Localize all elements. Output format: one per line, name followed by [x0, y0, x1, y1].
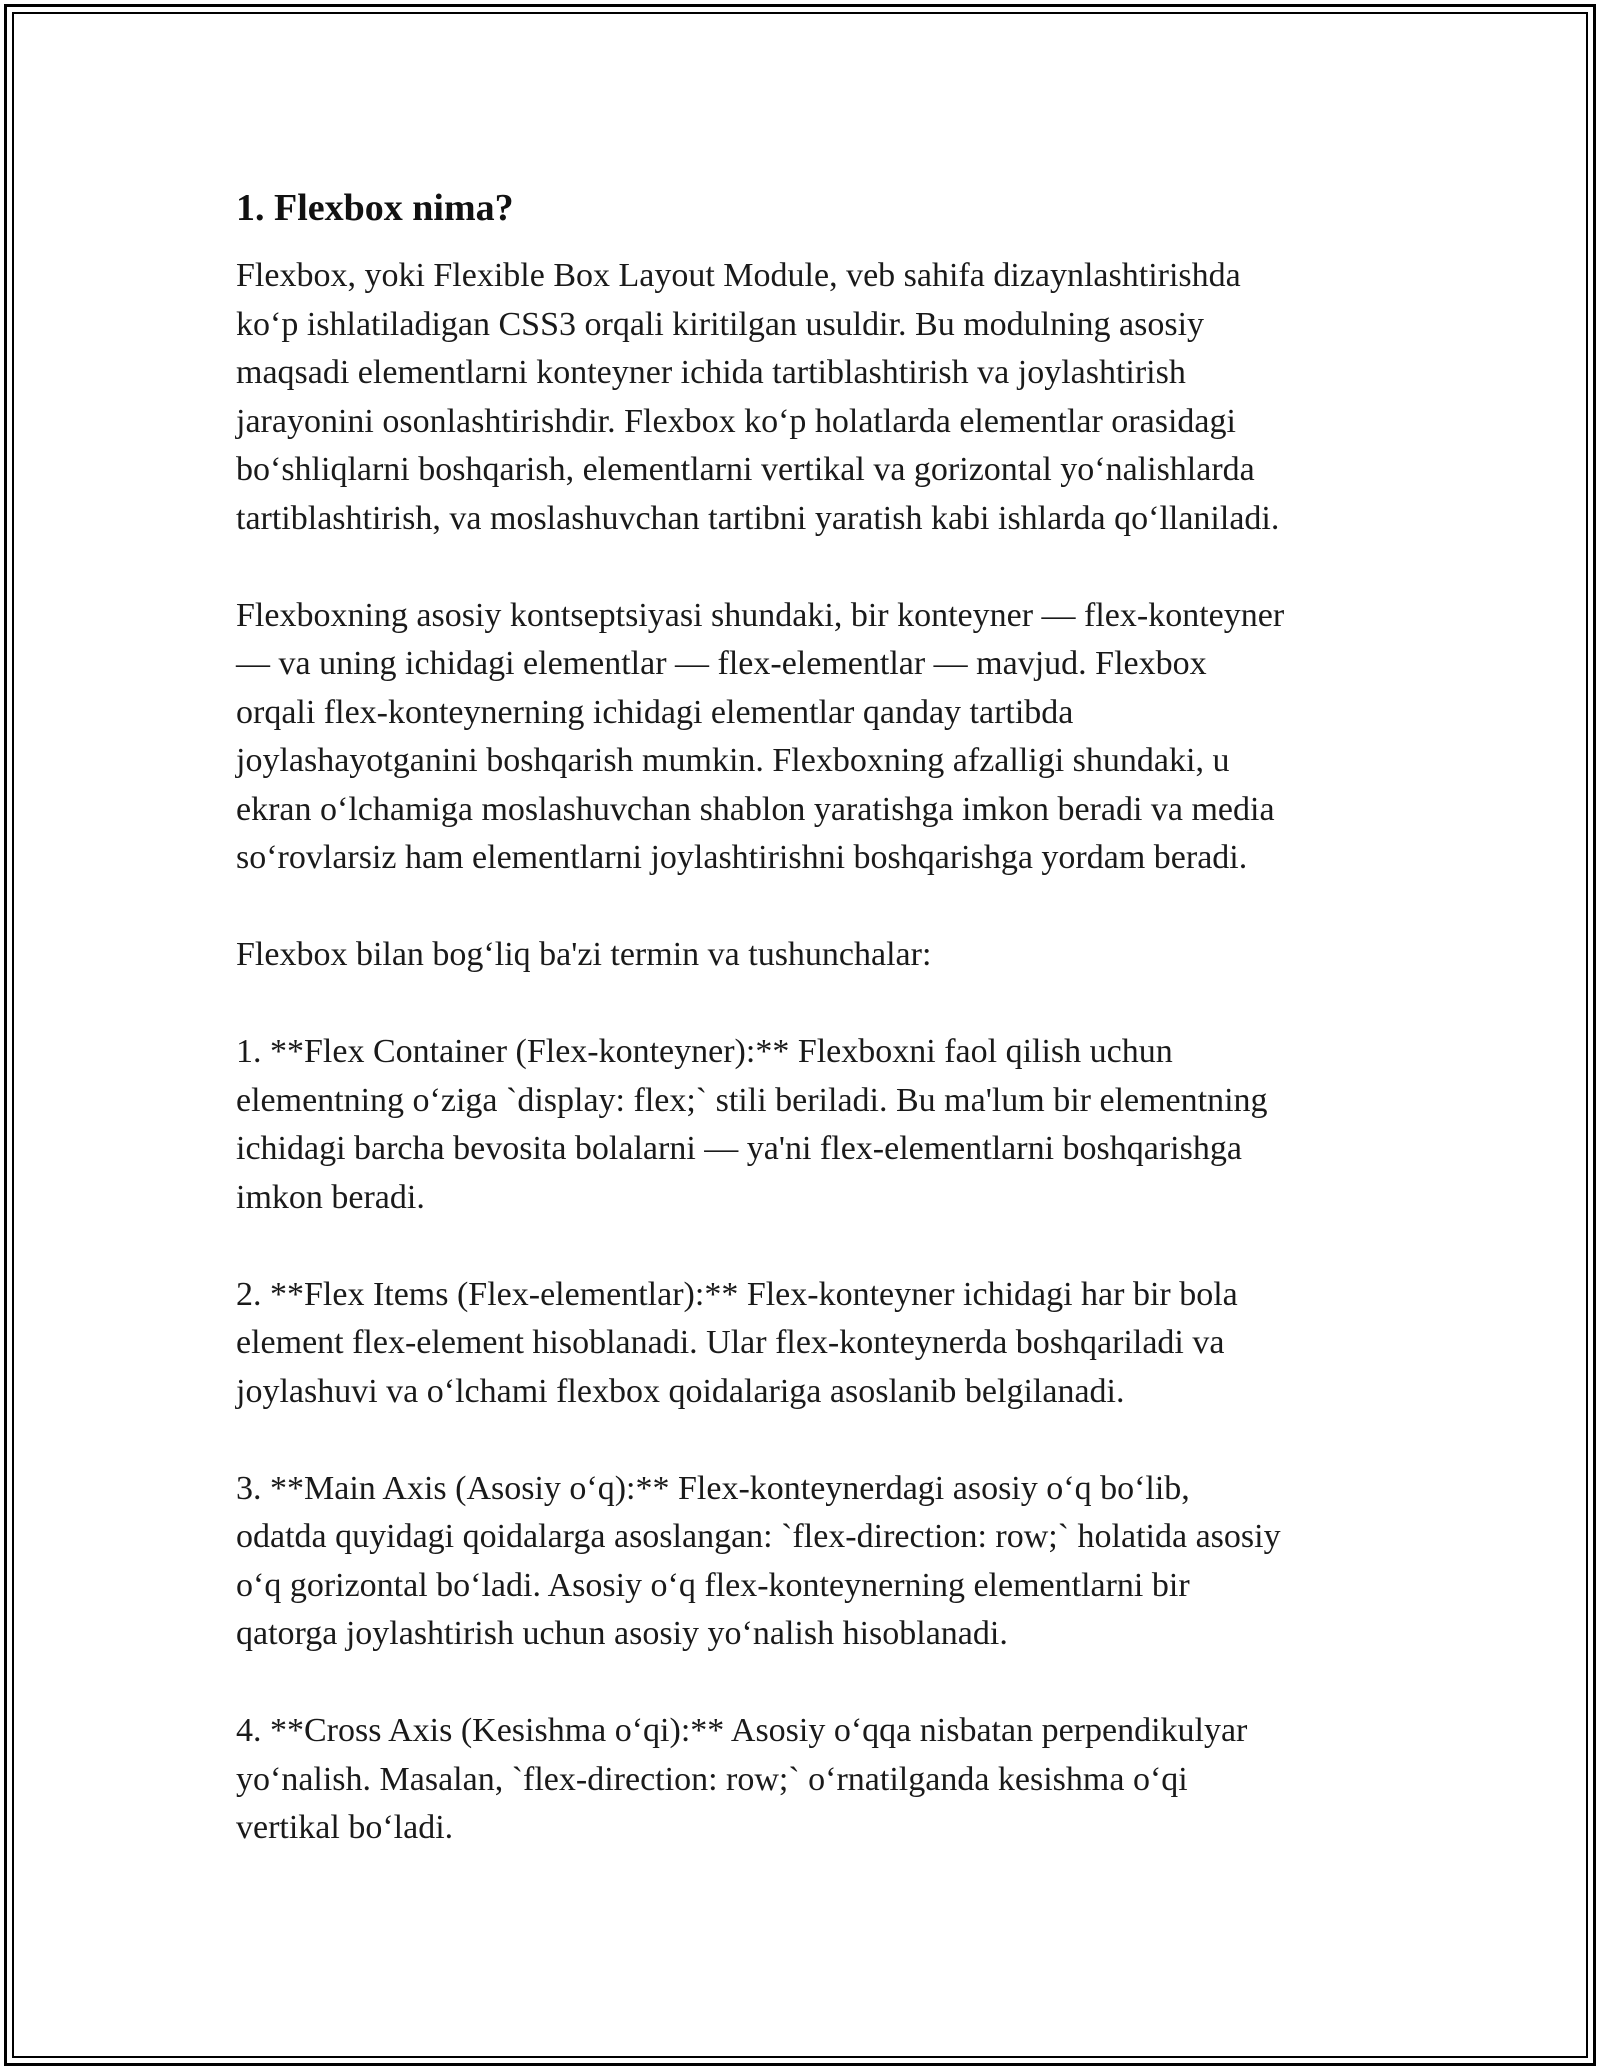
list-item-flex-items: 2. **Flex Items (Flex-elementlar):** Flex-konteyner ichidagi har bir bola element flex-element hisoblanadi. Ular flex-konteynerda boshqariladi va joylashuvi va o‘lchami flexbox qoidalariga asoslanib belgilanadi. — [236, 1275, 1238, 1410]
paragraph-concept: Flexboxning asosiy kontseptsiyasi shundaki, bir konteyner — flex-konteyner — va uning ichidagi elementlar — flex-elementlar — mavjud. Flexbox orqali flex-konteynerning ichidagi elementlar qanday tartibda joylashayotganini boshqarish mumkin. Flexboxning afzalligi shundaki, u ekran o‘lchamiga moslashuvchan shablon yaratishga imkon beradi va media so‘rovlarsiz ham elementlarni joylashtirishni boshqarishga yordam beradi. — [236, 596, 1285, 876]
list-item-flex-container: 1. **Flex Container (Flex-konteyner):** Flexboxni faol qilish uchun elementning o‘ziga `display: flex;` stili beriladi. Bu ma'lum bir elementning ichidagi barcha bevosita bolalarni — ya'ni flex-elementlarni boshqarishga imkon beradi. — [236, 1033, 1268, 1216]
paragraph-intro: Flexbox, yoki Flexible Box Layout Module, veb sahifa dizaynlashtirishda ko‘p ishlatiladigan CSS3 orqali kiritilgan usuldir. Bu modulning asosiy maqsadi elementlarni konteyner ichida tartiblashtirish va joylashtirish jarayonini osonlashtirishdir. Flexbox ko‘p holatlarda elementlar orasidagi bo‘shliqlarni boshqarish, elementlarni vertikal va gorizontal yo‘nalishlarda tartiblashtirish, va moslashuvchan tartibni yaratish kabi ishlarda qo‘llaniladi. — [236, 257, 1280, 537]
list-item-main-axis: 3. **Main Axis (Asosiy o‘q):** Flex-konteynerdagi asosiy o‘q bo‘lib, odatda quyidagi qoidalarga asoslangan: `flex-direction: row;` holatida asosiy o‘q gorizontal bo‘ladi. Asosiy o‘q flex-konteynerning elementlarni bir qatorga joylashtirish uchun asosiy yo‘nalish hisoblanadi. — [236, 1469, 1281, 1652]
section-heading: 1. Flexbox nima? — [236, 187, 514, 229]
paragraph-terms-intro: Flexbox bilan bog‘liq ba'zi termin va tushunchalar: — [236, 936, 932, 973]
list-item-cross-axis: 4. **Cross Axis (Kesishma o‘qi):** Asosiy o‘qqa nisbatan perpendikulyar yo‘nalish. Masalan, `flex-direction: row;` o‘rnatilganda kesishma o‘qi vertikal bo‘ladi. — [236, 1712, 1248, 1846]
document-body — [236, 184, 1386, 1853]
